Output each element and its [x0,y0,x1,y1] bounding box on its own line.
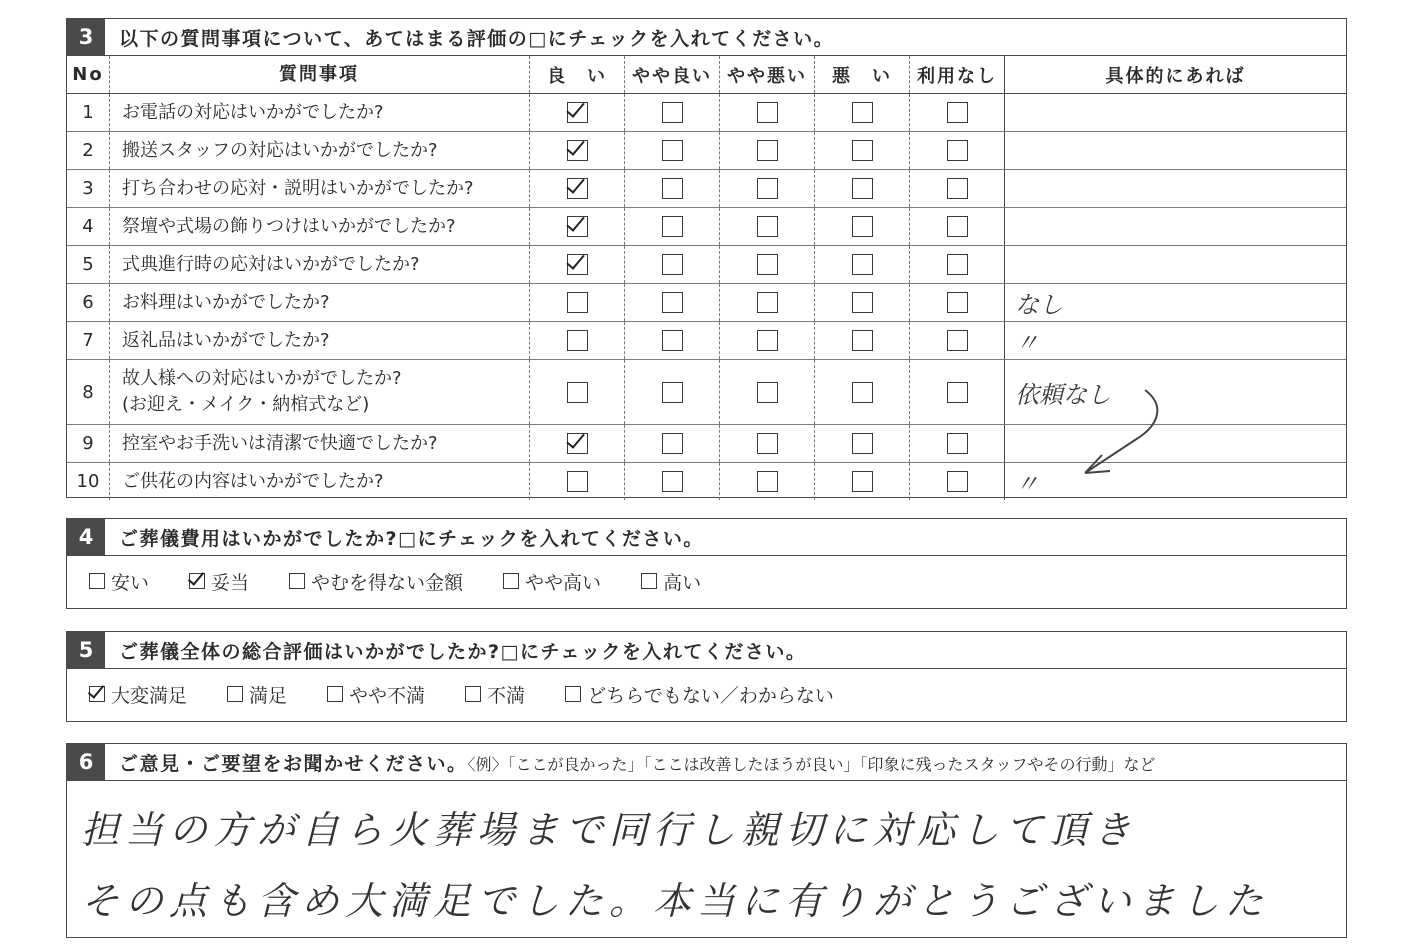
checkbox-good[interactable] [567,382,588,403]
checkbox-fairly-good[interactable] [662,140,683,161]
checkbox-good[interactable] [567,330,588,351]
checkbox-fairly-bad[interactable] [757,178,778,199]
rating-cell-good [530,246,625,284]
rating-cell-bad [815,425,910,463]
remark-cell[interactable] [1005,170,1347,208]
row-number: 9 [67,425,110,463]
option-item[interactable] [89,568,149,595]
option-checkbox[interactable] [565,686,581,702]
rating-cell-not-used [910,94,1005,132]
rating-cell-fairly-good [625,94,720,132]
handwritten-arrow [1040,385,1180,495]
col-header-fairly-good: やや良い [625,56,720,94]
col-header-not-used: 利用なし [910,56,1005,94]
checkbox-not-used[interactable] [947,292,968,313]
checkbox-fairly-good[interactable] [662,292,683,313]
comment-line-1: 担当の方が自ら火葬場まで同行し親切に対応して頂き [81,808,1138,852]
section-4-header [67,519,1346,556]
checkbox-bad[interactable] [852,254,873,275]
remark-cell[interactable]: なし [1005,284,1347,322]
section-6-title-wrap [105,749,1156,776]
remark-cell[interactable] [1005,132,1347,170]
option-checkbox[interactable] [227,686,243,702]
checkbox-fairly-bad[interactable] [757,102,778,123]
col-header-bad: 悪 い [815,56,910,94]
checkbox-bad[interactable] [852,382,873,403]
table-row [67,132,1346,170]
option-item[interactable] [327,681,425,708]
checkbox-fairly-good[interactable] [662,254,683,275]
section-3-title: 以下の質問事項について、あてはまる評価の□にチェックを入れてください。 [119,27,835,50]
checkbox-fairly-bad[interactable] [757,254,778,275]
checkbox-fairly-bad[interactable] [757,292,778,313]
rating-cell-not-used [910,246,1005,284]
rating-cell-good [530,132,625,170]
checkbox-bad[interactable] [852,102,873,123]
section-5-title: ご葬儀全体の総合評価はいかがでしたか?□にチェックを入れてください。 [119,640,807,663]
question-line: 祭壇や式場の飾りつけはいかがでしたか? [122,215,456,237]
checkbox-not-used[interactable] [947,140,968,161]
question-line: お料理はいかがでしたか? [122,291,330,313]
col-header-no: No [67,56,110,94]
checkbox-not-used[interactable] [947,433,968,454]
checkbox-fairly-bad[interactable] [757,471,778,492]
option-item[interactable] [503,568,601,595]
rating-cell-not-used [910,322,1005,360]
checkbox-good[interactable] [567,433,588,454]
option-item[interactable] [227,681,287,708]
checkbox-bad[interactable] [852,292,873,313]
option-label: 不満 [487,684,526,707]
section-4-cost [66,518,1347,609]
checkbox-fairly-good[interactable] [662,178,683,199]
option-label: 高い [663,571,702,594]
remark-cell[interactable] [1005,94,1347,132]
rating-cell-good [530,463,625,501]
checkbox-bad[interactable] [852,140,873,161]
rating-cell-bad [815,284,910,322]
row-number: 10 [67,463,110,501]
rating-cell-not-used [910,425,1005,463]
option-checkbox[interactable] [89,686,105,702]
checkbox-fairly-good[interactable] [662,433,683,454]
checkbox-fairly-good[interactable] [662,216,683,237]
section-4-number: 4 [67,519,105,555]
question-line: 控室やお手洗いは清潔で快適でしたか? [122,432,438,454]
section-6-title: ご意見・ご要望をお聞かせください。 [119,752,468,775]
rating-cell-not-used [910,170,1005,208]
option-checkbox[interactable] [641,573,657,589]
rating-cell-good [530,425,625,463]
option-checkbox[interactable] [465,686,481,702]
section-5-number: 5 [67,632,105,668]
question-text [110,425,530,463]
col-header-good: 良 い [530,56,625,94]
rating-cell-bad [815,132,910,170]
rating-cell-not-used [910,208,1005,246]
remark-cell[interactable]: 依頼なし [1005,360,1347,425]
section-6-example: 〈例〉「ここが良かった」「ここは改善したほうが良い」「印象に残ったスタッフやその行動」など [467,754,1156,774]
option-checkbox[interactable] [289,573,305,589]
question-line: 打ち合わせの応対・説明はいかがでしたか? [122,177,474,199]
question-line: 故人様への対応はいかがでしたか? [122,368,402,389]
rating-cell-fairly-bad [720,132,815,170]
question-subline: (お迎え・メイク・納棺式など) [122,394,370,415]
table-row [67,94,1346,132]
checkbox-good[interactable] [567,216,588,237]
question-line: 搬送スタッフの対応はいかがでしたか? [122,139,438,161]
option-label: 妥当 [211,571,250,594]
checkbox-fairly-bad[interactable] [757,330,778,351]
question-text [110,94,530,132]
checkbox-bad[interactable] [852,433,873,454]
question-text [110,463,530,501]
option-checkbox[interactable] [89,573,105,589]
rating-cell-good [530,94,625,132]
checkbox-not-used[interactable] [947,178,968,199]
section-5-overall [66,631,1347,722]
checkbox-not-used[interactable] [947,254,968,275]
option-item[interactable] [565,681,834,708]
checkbox-fairly-good[interactable] [662,102,683,123]
rating-cell-not-used [910,132,1005,170]
checkbox-good[interactable] [567,292,588,313]
rating-cell-bad [815,463,910,501]
option-label: やや高い [525,571,602,594]
rating-cell-good [530,208,625,246]
option-label: やむを得ない金額 [311,571,464,594]
rating-cell-bad [815,322,910,360]
rating-cell-fairly-good [625,208,720,246]
remark-cell[interactable]: 〃 [1015,470,1039,498]
rating-cell-fairly-bad [720,208,815,246]
question-line: 式典進行時の応対はいかがでしたか? [122,253,420,275]
checkbox-fairly-bad[interactable] [757,216,778,237]
rating-cell-bad [815,360,910,425]
row-number: 4 [67,208,110,246]
rating-cell-fairly-good [625,360,720,425]
question-text [110,132,530,170]
question-text [110,284,530,322]
table-row [67,246,1346,284]
section-5-header [67,632,1346,669]
checkbox-fairly-good[interactable] [662,382,683,403]
checkbox-fairly-good[interactable] [662,471,683,492]
rating-cell-fairly-bad [720,246,815,284]
option-item[interactable] [189,568,249,595]
checkbox-good[interactable] [567,254,588,275]
option-label: やや不満 [349,684,426,707]
rating-cell-not-used [910,463,1005,501]
rating-cell-fairly-good [625,463,720,501]
option-checkbox[interactable] [503,573,519,589]
row-number: 5 [67,246,110,284]
section-3-number: 3 [67,19,105,55]
checkbox-good[interactable] [567,102,588,123]
checkbox-bad[interactable] [852,330,873,351]
checkbox-fairly-bad[interactable] [757,382,778,403]
rating-cell-fairly-bad [720,425,815,463]
option-label: 大変満足 [111,684,188,707]
section-4-title: ご葬儀費用はいかがでしたか?□にチェックを入れてください。 [119,527,704,550]
checkbox-not-used[interactable] [947,330,968,351]
option-label: どちらでもない／わからない [587,684,834,707]
question-text [110,246,530,284]
checkbox-bad[interactable] [852,216,873,237]
rating-cell-fairly-bad [720,170,815,208]
row-number: 2 [67,132,110,170]
row-number: 6 [67,284,110,322]
option-item[interactable] [641,568,701,595]
question-line: 返礼品はいかがでしたか? [122,329,330,351]
col-header-remarks: 具体的にあれば [1005,56,1347,94]
option-item[interactable] [289,568,463,595]
table-row [67,322,1346,360]
question-text [110,322,530,360]
rating-cell-good [530,322,625,360]
rating-cell-bad [815,94,910,132]
option-item[interactable] [89,681,187,708]
remark-cell[interactable] [1005,208,1347,246]
overall-options [67,669,1346,719]
row-number: 7 [67,322,110,360]
option-label: 安い [111,571,150,594]
rating-cell-fairly-bad [720,94,815,132]
rating-cell-fairly-good [625,132,720,170]
rating-cell-not-used [910,284,1005,322]
question-line: ご供花の内容はいかがでしたか? [122,470,384,492]
comment-line-2: その点も含め大満足でした。本当に有りがとうございました [81,879,1270,923]
rating-cell-good [530,170,625,208]
rating-table-header [67,56,1346,94]
option-checkbox[interactable] [327,686,343,702]
row-number: 8 [67,360,110,425]
option-item[interactable] [465,681,525,708]
rating-cell-good [530,360,625,425]
rating-cell-fairly-good [625,322,720,360]
checkbox-bad[interactable] [852,178,873,199]
checkbox-not-used[interactable] [947,382,968,403]
rating-cell-fairly-good [625,170,720,208]
checkbox-fairly-good[interactable] [662,330,683,351]
checkbox-fairly-bad[interactable] [757,433,778,454]
section-6-number: 6 [67,744,105,780]
table-row [67,208,1346,246]
option-label: 満足 [249,684,288,707]
rating-cell-fairly-good [625,246,720,284]
checkbox-fairly-bad[interactable] [757,140,778,161]
question-text [110,360,530,425]
checkbox-not-used[interactable] [947,471,968,492]
question-line: お電話の対応はいかがでしたか? [122,101,384,123]
rating-cell-bad [815,170,910,208]
checkbox-not-used[interactable] [947,102,968,123]
rating-cell-fairly-bad [720,322,815,360]
question-text [110,208,530,246]
rating-cell-not-used [910,360,1005,425]
rating-cell-fairly-good [625,284,720,322]
checkbox-bad[interactable] [852,471,873,492]
checkbox-good[interactable] [567,140,588,161]
section-3-header [67,19,1346,56]
cost-options [67,556,1346,606]
checkbox-good[interactable] [567,471,588,492]
checkbox-good[interactable] [567,178,588,199]
rating-cell-good [530,284,625,322]
col-header-item: 質問事項 [110,56,530,94]
rating-cell-bad [815,246,910,284]
row-number: 1 [67,94,110,132]
row-number: 3 [67,170,110,208]
remark-cell[interactable] [1005,246,1347,284]
rating-cell-fairly-bad [720,360,815,425]
checkbox-not-used[interactable] [947,216,968,237]
col-header-fairly-bad: やや悪い [720,56,815,94]
rating-cell-fairly-bad [720,284,815,322]
table-row [67,284,1346,322]
rating-cell-bad [815,208,910,246]
rating-cell-fairly-good [625,425,720,463]
rating-cell-fairly-bad [720,463,815,501]
section-6-header [67,744,1346,781]
option-checkbox[interactable] [189,573,205,589]
section-6-comments [66,743,1347,938]
table-row [67,170,1346,208]
remark-cell[interactable]: 〃 [1005,322,1347,360]
question-text [110,170,530,208]
